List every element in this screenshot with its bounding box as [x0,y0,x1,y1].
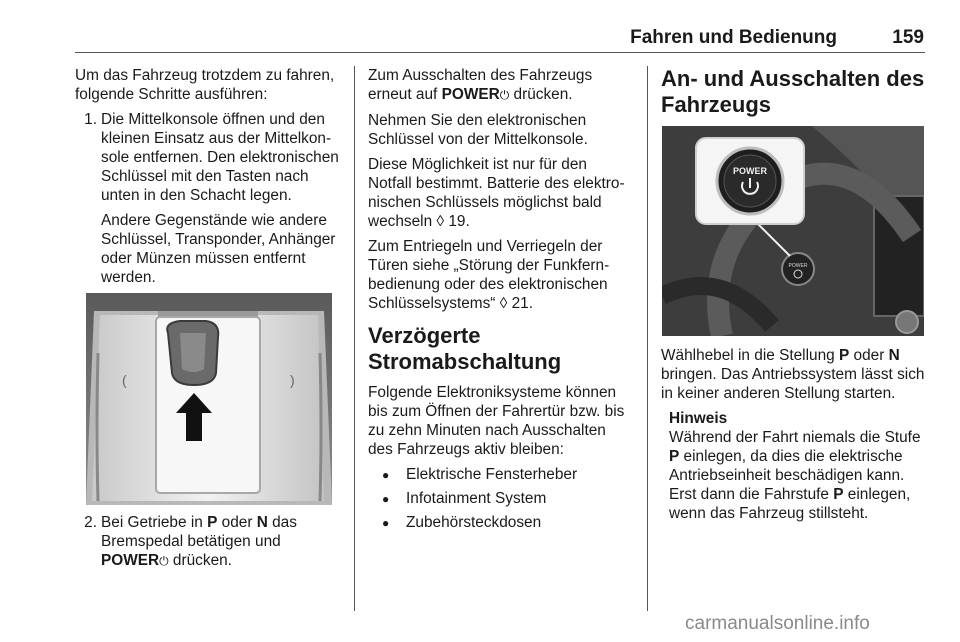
power-icon: ⏻ [159,554,169,568]
section-title: Fahren und Bedienung [630,27,837,48]
column-divider-2 [647,66,648,611]
note-title: Hinweis [669,410,728,427]
intro-paragraph: Um das Fahrzeug trotzdem zu fahren, folgende Schritte ausführen: [75,67,335,103]
svg-text:(: ( [122,372,127,388]
step-1 [75,110,341,205]
paragraph-power-off: Zum Ausschalten des Fahrzeugs erneut auf POWER⏻ drücken. [368,67,593,103]
heading-start-stop: An- und Ausschalten des Fahrzeugs [661,66,925,117]
step-1-number: 1. [84,111,97,128]
list-item: ● Zubehörsteckdosen [368,513,634,532]
page-reference: 21. [511,295,534,312]
column-divider-1 [354,66,355,611]
list-item: ● Elektrische Fensterheber [368,465,634,484]
note-box [661,409,925,523]
paragraph-selector-lever: Wählhebel in die Stellung P oder N bringen. Das Antriebssystem lässt sich in keiner anderen Stellung starten. [661,347,925,402]
systems-list [368,465,634,532]
console-key-slot-photo [86,293,332,505]
note-text: Während der Fahrt niemals die Stufe P einlegen, da dies die elektrische Antriebseinheit beschädigen kann. Erst dann die Fahrstufe P einlegen, wenn das Fahrzeug stillsteht. [669,429,921,522]
step-2 [75,513,341,571]
page-number: 159 [892,27,924,48]
power-button-label: POWER [732,166,768,176]
page-header [75,24,925,53]
column-left [75,66,341,577]
svg-text:): ) [290,372,295,388]
heading-delayed-power-off: Verzögerte Stromabschaltung [368,323,562,374]
reference-icon: ◊ [436,213,445,230]
power-icon: ⏻ [499,88,510,102]
column-middle [368,66,634,537]
power-button-photo [662,126,924,336]
step-2-text: Bei Getriebe in P oder N das Bremspedal betätigen und POWER⏻ drücken. [101,514,297,569]
page-reference: 19. [448,213,470,230]
reference-icon: ◊ [499,295,508,312]
step-1-extra: Andere Gegenstände wie andere Schlüssel, Transponder, Anhänger oder Münzen müssen entfernt werden. [101,212,336,286]
svg-text:POWER: POWER [788,263,808,269]
column-right [661,66,925,523]
list-item: ● Infotainment System [368,489,634,508]
step-1-text: Die Mittelkonsole öffnen und den kleinen Einsatz aus der Mittelkonsole entfernen. Den elektronischen Schlüssel mit den Tasten nach unten in den Schacht legen. [101,111,339,204]
paragraph-unlock: Zum Entriegeln und Verriegeln der Türen siehe „Störung der Funkfernbedienung oder des elektronischen Schlüsselsystems“ ◊ 21. [368,238,610,312]
watermark: carmanualsonline.info [685,613,870,634]
paragraph-emergency: Diese Möglichkeit ist nur für den Notfall bestimmt. Batterie des elektronischen Schlüssels möglichst bald wechseln ◊ 19. [368,156,625,230]
paragraph-systems: Folgende Elektroniksysteme können bis zum Öffnen der Fahrertür bzw. bis zu zehn Minuten nach Ausschalten des Fahrzeugs aktiv bleiben: [368,384,625,458]
paragraph-remove-key: Nehmen Sie den elektronischen Schlüssel von der Mittelkonsole. [368,112,588,148]
step-2-number: 2. [84,514,97,531]
